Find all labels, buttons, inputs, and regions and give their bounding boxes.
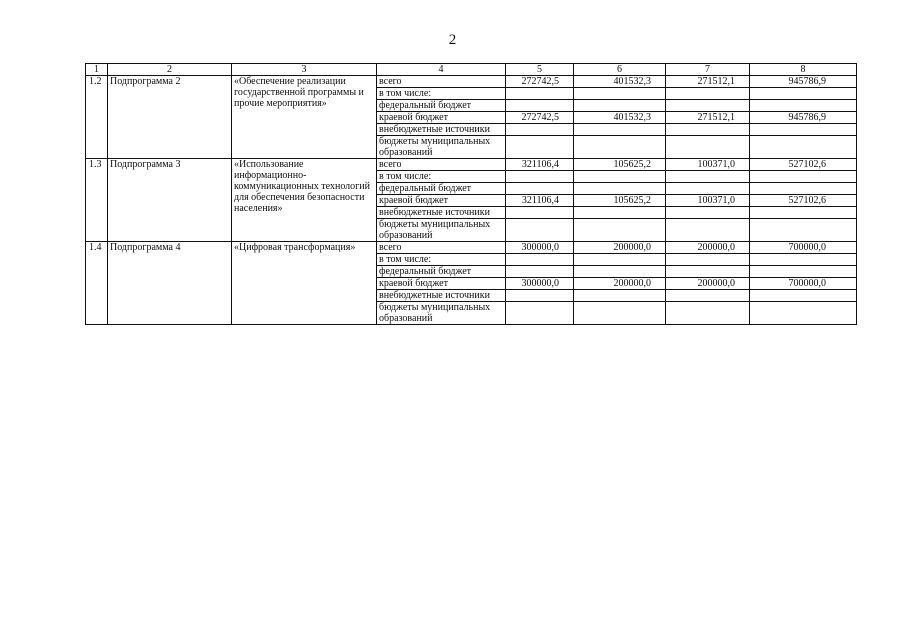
subprogram-name: Подпрограмма 2: [108, 76, 232, 159]
header-cell: 8: [750, 64, 857, 76]
header-cell: 1: [86, 64, 108, 76]
amount-cell-v6: [574, 254, 666, 266]
funding-source-label: всего: [377, 76, 506, 88]
amount-cell-v6: [574, 171, 666, 183]
amount-cell-v7: [666, 100, 750, 112]
amount-cell-v6: [574, 136, 666, 159]
header-row: [86, 64, 857, 76]
funding-source-label: внебюджетные источники: [377, 124, 506, 136]
amount-cell-v6: [574, 302, 666, 325]
table-row: [86, 159, 857, 171]
header-cell: 4: [377, 64, 506, 76]
amount-cell-v5: [506, 136, 574, 159]
amount-cell-v5: 272742,5: [506, 112, 574, 124]
amount-cell-v6: 200000,0: [574, 242, 666, 254]
amount-cell-v8: [750, 290, 857, 302]
header-cell: 5: [506, 64, 574, 76]
header-cell: 6: [574, 64, 666, 76]
header-cell: 3: [232, 64, 377, 76]
amount-cell-v8: [750, 171, 857, 183]
amount-cell-v7: [666, 88, 750, 100]
amount-cell-v6: 401532,3: [574, 76, 666, 88]
amount-cell-v8: 700000,0: [750, 242, 857, 254]
amount-cell-v5: 300000,0: [506, 242, 574, 254]
funding-source-label: краевой бюджет: [377, 195, 506, 207]
amount-cell-v6: 105625,2: [574, 195, 666, 207]
subprogram-name: Подпрограмма 4: [108, 242, 232, 325]
amount-cell-v6: 105625,2: [574, 159, 666, 171]
amount-cell-v7: [666, 136, 750, 159]
subprogram-title: «Обеспечение реализации государственной программы и прочие мероприятия»: [232, 76, 377, 159]
amount-cell-v5: [506, 88, 574, 100]
amount-cell-v8: [750, 136, 857, 159]
funding-source-label: всего: [377, 242, 506, 254]
table-row: [86, 242, 857, 254]
amount-cell-v6: [574, 266, 666, 278]
amount-cell-v5: [506, 290, 574, 302]
amount-cell-v7: 100371,0: [666, 195, 750, 207]
amount-cell-v8: 700000,0: [750, 278, 857, 290]
amount-cell-v6: [574, 88, 666, 100]
table-row: [86, 76, 857, 88]
amount-cell-v5: [506, 254, 574, 266]
amount-cell-v8: [750, 266, 857, 278]
amount-cell-v7: [666, 254, 750, 266]
funding-source-label: бюджеты муниципальных образований: [377, 136, 506, 159]
funding-source-label: всего: [377, 159, 506, 171]
funding-source-label: в том числе:: [377, 171, 506, 183]
budget-table: [85, 63, 857, 325]
funding-source-label: в том числе:: [377, 254, 506, 266]
amount-cell-v6: 401532,3: [574, 112, 666, 124]
amount-cell-v5: [506, 219, 574, 242]
subprogram-name: Подпрограмма 3: [108, 159, 232, 242]
amount-cell-v7: [666, 219, 750, 242]
amount-cell-v7: [666, 207, 750, 219]
amount-cell-v5: [506, 171, 574, 183]
amount-cell-v6: [574, 290, 666, 302]
amount-cell-v6: [574, 207, 666, 219]
funding-source-label: бюджеты муниципальных образований: [377, 302, 506, 325]
subprogram-number: 1.4: [86, 242, 108, 325]
amount-cell-v7: 200000,0: [666, 278, 750, 290]
subprogram-number: 1.2: [86, 76, 108, 159]
page-number: 2: [448, 32, 457, 48]
amount-cell-v7: [666, 124, 750, 136]
amount-cell-v5: 300000,0: [506, 278, 574, 290]
amount-cell-v8: 527102,6: [750, 159, 857, 171]
amount-cell-v6: [574, 100, 666, 112]
amount-cell-v8: 945786,9: [750, 76, 857, 88]
funding-source-label: в том числе:: [377, 88, 506, 100]
amount-cell-v7: [666, 183, 750, 195]
amount-cell-v7: [666, 266, 750, 278]
funding-source-label: федеральный бюджет: [377, 100, 506, 112]
funding-source-label: краевой бюджет: [377, 278, 506, 290]
amount-cell-v5: [506, 100, 574, 112]
amount-cell-v8: [750, 124, 857, 136]
funding-source-label: внебюджетные источники: [377, 207, 506, 219]
amount-cell-v5: [506, 183, 574, 195]
amount-cell-v5: 321106,4: [506, 159, 574, 171]
amount-cell-v8: 527102,6: [750, 195, 857, 207]
amount-cell-v6: [574, 183, 666, 195]
amount-cell-v6: 200000,0: [574, 278, 666, 290]
amount-cell-v8: [750, 88, 857, 100]
amount-cell-v7: 100371,0: [666, 159, 750, 171]
amount-cell-v5: [506, 302, 574, 325]
funding-source-label: бюджеты муниципальных образований: [377, 219, 506, 242]
amount-cell-v5: 321106,4: [506, 195, 574, 207]
subprogram-number: 1.3: [86, 159, 108, 242]
header-cell: 7: [666, 64, 750, 76]
amount-cell-v8: [750, 302, 857, 325]
amount-cell-v5: 272742,5: [506, 76, 574, 88]
amount-cell-v8: [750, 207, 857, 219]
amount-cell-v7: [666, 171, 750, 183]
amount-cell-v6: [574, 219, 666, 242]
amount-cell-v8: [750, 219, 857, 242]
amount-cell-v8: 945786,9: [750, 112, 857, 124]
amount-cell-v7: 271512,1: [666, 76, 750, 88]
amount-cell-v7: [666, 302, 750, 325]
header-cell: 2: [108, 64, 232, 76]
subprogram-title: «Использование информационно-коммуникационных технологий для обеспечения безопасности населения»: [232, 159, 377, 242]
amount-cell-v6: [574, 124, 666, 136]
amount-cell-v8: [750, 183, 857, 195]
amount-cell-v5: [506, 124, 574, 136]
amount-cell-v8: [750, 254, 857, 266]
amount-cell-v8: [750, 100, 857, 112]
amount-cell-v5: [506, 266, 574, 278]
funding-source-label: федеральный бюджет: [377, 266, 506, 278]
amount-cell-v7: 200000,0: [666, 242, 750, 254]
amount-cell-v7: [666, 290, 750, 302]
funding-source-label: федеральный бюджет: [377, 183, 506, 195]
funding-source-label: внебюджетные источники: [377, 290, 506, 302]
subprogram-title: «Цифровая трансформация»: [232, 242, 377, 325]
funding-source-label: краевой бюджет: [377, 112, 506, 124]
amount-cell-v5: [506, 207, 574, 219]
amount-cell-v7: 271512,1: [666, 112, 750, 124]
